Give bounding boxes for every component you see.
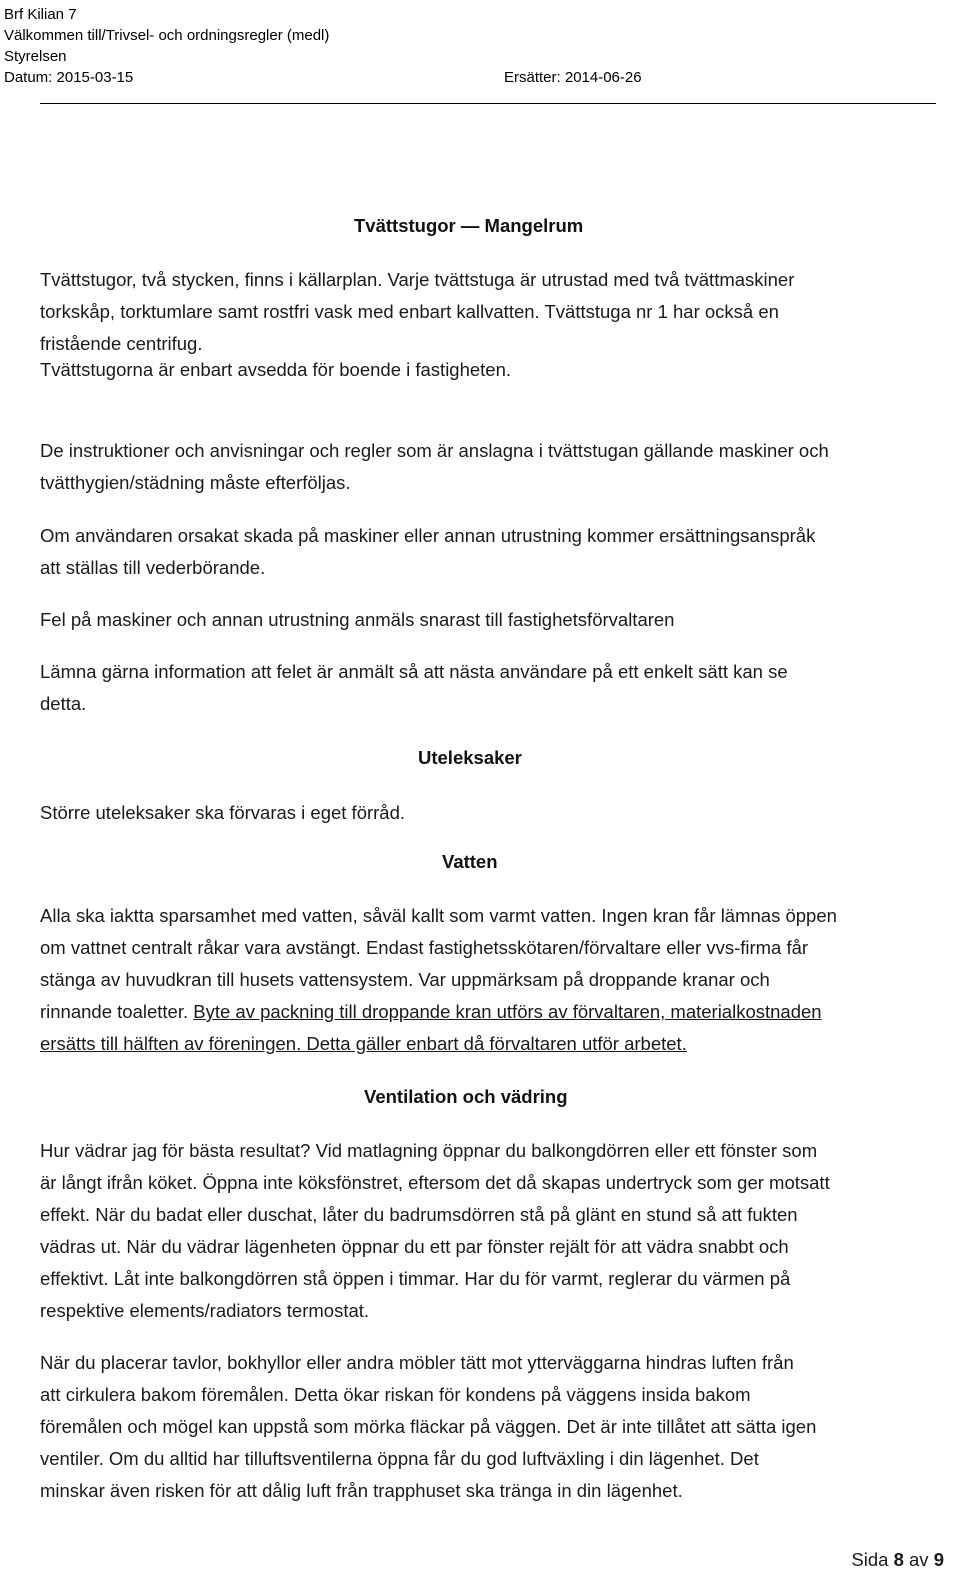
laundry-paragraph-1: [40, 264, 945, 360]
text-line: effektivt. Låt inte balkongdörren stå öppen i timmar. Har du för varmt, reglerar du värmen på: [40, 1268, 791, 1289]
laundry-heading: Tvättstugor — Mangelrum: [354, 215, 584, 236]
text-line: Större uteleksaker ska förvaras i eget förråd.: [40, 802, 406, 823]
text-line: effekt. När du badat eller duschat, låter du badrumsdörren stå på glänt en stund så att fukten: [40, 1204, 798, 1225]
text-line: Lämna gärna information att felet är anmält så att nästa användare på ett enkelt sätt kan se: [40, 661, 788, 682]
text-line: [40, 1028, 945, 1060]
text-line: Fel på maskiner och annan utrustning anmäls snarast till fastighetsförvaltaren: [40, 609, 675, 630]
header-date: Datum: 2015-03-15: [4, 69, 134, 86]
text-line: Tvättstugorna är enbart avsedda för boende i fastigheten.: [40, 359, 512, 380]
page-of: av: [909, 1549, 929, 1570]
text-line: Tvättstugor, två stycken, finns i källarplan. Varje tvättstuga är utrustad med två tvättmaskiner: [40, 269, 795, 290]
page-footer: [851, 1548, 944, 1572]
laundry-paragraph-4: [40, 520, 945, 584]
text-line: stänga av huvudkran till husets vattensystem. Var uppmärksam på droppande kranar och: [40, 969, 770, 990]
page-total: 9: [933, 1549, 944, 1570]
underlined-text: Byte av packning till droppande kran utförs av förvaltaren, materialkostnaden: [193, 1001, 822, 1022]
header-author: Styrelsen: [4, 48, 67, 65]
text-line: respektive elements/radiators termostat.: [40, 1300, 370, 1321]
laundry-paragraph-6: [40, 656, 945, 720]
text-line: torkskåp, torktumlare samt rostfri vask med enbart kallvatten. Tvättstuga nr 1 har också en: [40, 301, 779, 322]
text-line: Hur vädrar jag för bästa resultat? Vid matlagning öppnar du balkongdörren eller ett fönster som: [40, 1140, 818, 1161]
text-line: föremålen och mögel kan uppstå som mörka fläckar på väggen. Det är inte tillåtet att sätta igen: [40, 1416, 817, 1437]
text-line: detta.: [40, 693, 87, 714]
header-replaces: Ersätter: 2014-06-26: [504, 69, 642, 86]
text-line: att cirkulera bakom föremålen. Detta ökar riskan för kondens på väggens insida bakom: [40, 1384, 751, 1405]
laundry-paragraph-5: [40, 604, 945, 636]
text-segment: rinnande toaletter.: [40, 1001, 194, 1022]
header-org: Brf Kilian 7: [4, 6, 77, 23]
text-line: ventiler. Om du alltid har tilluftsventilerna öppna får du god luftväxling i din lägenhet. Det: [40, 1448, 759, 1469]
text-line: [40, 996, 945, 1028]
outdoor-toys-paragraph: [40, 797, 945, 829]
text-line: minskar även risken för att dålig luft från trapphuset ska tränga in din lägenhet.: [40, 1480, 683, 1501]
text-line: att ställas till vederbörande.: [40, 557, 266, 578]
ventilation-heading: Ventilation och vädring: [364, 1086, 568, 1107]
document-header: [4, 4, 944, 91]
page-number: 8: [893, 1549, 904, 1570]
header-divider: [40, 103, 936, 104]
text-line: Om användaren orsakat skada på maskiner eller annan utrustning kommer ersättningsanspråk: [40, 525, 816, 546]
laundry-paragraph-3: [40, 435, 945, 499]
ventilation-paragraph-1: [40, 1135, 945, 1327]
header-date-row: [4, 67, 944, 91]
ventilation-paragraph-2: [40, 1347, 945, 1507]
text-line: vädras ut. När du vädrar lägenheten öppnar du ett par fönster rejält för att vädra snabbt och: [40, 1236, 789, 1257]
laundry-paragraph-2: [40, 354, 945, 386]
water-paragraph: [40, 900, 945, 1060]
text-line: De instruktioner och anvisningar och regler som är anslagna i tvättstugan gällande maskiner och: [40, 440, 829, 461]
text-line: När du placerar tavlor, bokhyllor eller andra möbler tätt mot ytterväggarna hindras luften från: [40, 1352, 794, 1373]
outdoor-toys-heading: Uteleksaker: [418, 747, 522, 768]
page-prefix: Sida: [851, 1549, 889, 1570]
water-heading: Vatten: [442, 851, 498, 872]
text-line: är långt ifrån köket. Öppna inte köksfönstret, eftersom det då skapas undertryck som ger motsatt: [40, 1172, 830, 1193]
text-line: fristående centrifug.: [40, 333, 203, 354]
header-title: Välkommen till/Trivsel- och ordningsregler (medl): [4, 27, 330, 44]
underlined-text: ersätts till hälften av föreningen. Detta gäller enbart då förvaltaren utför arbetet.: [40, 1033, 687, 1054]
text-line: tvätthygien/städning måste efterföljas.: [40, 472, 351, 493]
text-line: om vattnet centralt råkar vara avstängt. Endast fastighetsskötaren/förvaltare eller vvs-firma får: [40, 937, 809, 958]
text-line: Alla ska iaktta sparsamhet med vatten, såväl kallt som varmt vatten. Ingen kran får lämnas öppen: [40, 905, 837, 926]
